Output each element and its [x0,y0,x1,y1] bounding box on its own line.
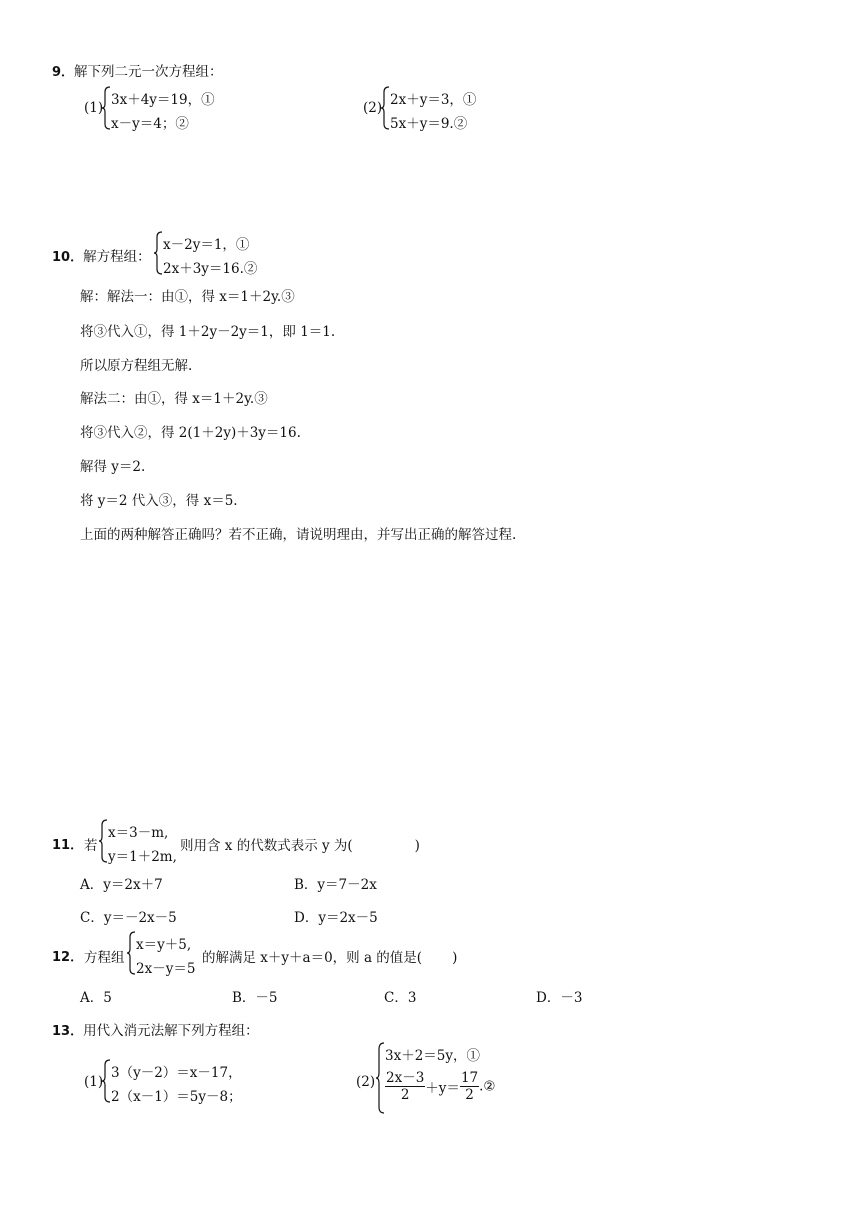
option-b[interactable]: B．－5 [232,990,278,1006]
equation-text: .② [479,1078,496,1095]
equation-system [101,1059,271,1103]
part-label: (1) [84,100,104,116]
solution-line: 将③代入①，得 1＋2y－2y＝1，即 1＝1. [80,324,336,340]
equation-line: 2x＋y＝3，① [390,92,477,108]
equation-line: x－2y＝1，① [163,237,250,253]
equation-line: 2x－y＝5 [136,961,196,977]
brace-icon [126,931,136,975]
equation-line: 3（y－2）＝x－17， [111,1065,242,1081]
question-13-stem [52,1019,259,1039]
equation-line: x＝3－m, [108,825,169,841]
equation-line: 2（x－1）＝5y－8； [111,1089,242,1105]
option-b[interactable]: B．y＝7－2x [294,877,377,893]
brace-icon [98,819,108,863]
equation-system [380,86,530,130]
equation-line-fraction [385,1070,496,1103]
option-a[interactable]: A．y＝2x＋7 [80,877,163,893]
close-paren: ) [414,838,420,854]
equation-line: 5x＋y＝9.② [390,116,468,132]
question-text: 若 [84,838,98,854]
question-number: 10． [52,250,84,265]
fraction-denominator: 2 [465,1087,474,1103]
brace-icon [380,86,390,130]
close-paren: ) [452,950,458,966]
fraction-numerator: 17 [460,1070,479,1086]
solution-line: 所以原方程组无解. [80,358,193,374]
solution-line: 解得 y＝2. [80,459,146,475]
question-number: 12． [52,950,84,965]
question-text: 解方程组： [83,249,151,265]
equation-system [101,86,251,130]
part-label: (2) [356,1074,376,1090]
question-number: 11． [52,838,84,853]
brace-icon [375,1042,385,1114]
question-number: 13． [52,1024,84,1039]
equation-line: y＝1＋2m, [108,849,177,865]
question-text-body: 的解满足 x＋y＋a＝0，则 a 的值是( [202,950,423,966]
solution-line: 将③代入②，得 2(1＋2y)＋3y＝16. [80,425,301,441]
question-text-body: 则用含 x 的代数式表示 y 为( [180,838,353,854]
equation-line: 3x＋2＝5y，① [385,1048,481,1064]
option-c[interactable]: C．y＝－2x－5 [80,910,177,926]
option-c[interactable]: C．3 [384,990,417,1006]
question-text [202,946,457,966]
fraction-denominator: 2 [400,1087,410,1103]
option-d[interactable]: D．y＝2x－5 [294,910,378,926]
equation-line: 2x＋3y＝16.② [163,261,258,277]
question-text: 解下列二元一次方程组： [74,64,223,80]
brace-icon [101,86,111,130]
solution-line: 解：解法一：由①，得 x＝1＋2y.③ [80,289,295,305]
equation-system [375,1042,535,1114]
part-label: (1) [84,1074,104,1090]
question-number: 9． [52,65,75,80]
equation-line: x＝y＋5, [136,937,192,953]
brace-icon [101,1059,111,1103]
fraction [460,1070,479,1103]
fraction [385,1070,425,1103]
equation-system [126,931,206,975]
question-text: 方程组 [84,950,125,966]
solution-line: 将 y＝2 代入③，得 x＝5. [80,493,238,509]
question-prompt: 上面的两种解答正确吗？若不正确，请说明理由，并写出正确的解答过程. [80,527,517,543]
equation-text: ＋y＝ [425,1080,460,1097]
equation-line: 3x＋4y＝19，① [111,92,215,108]
equation-line: x－y＝4；② [111,116,189,132]
question-9-stem [52,60,223,80]
question-text [180,834,420,854]
question-text: 用代入消元法解下列方程组： [83,1023,259,1039]
equation-system [153,231,303,275]
solution-line: 解法二：由①，得 x＝1＋2y.③ [80,391,268,407]
part-label: (2) [363,100,383,116]
question-10-stem [52,245,151,265]
brace-icon [153,231,163,275]
equation-system [98,819,188,863]
fraction-numerator: 2x－3 [386,1070,425,1086]
option-d[interactable]: D．－3 [536,990,583,1006]
option-a[interactable]: A．5 [80,990,112,1006]
